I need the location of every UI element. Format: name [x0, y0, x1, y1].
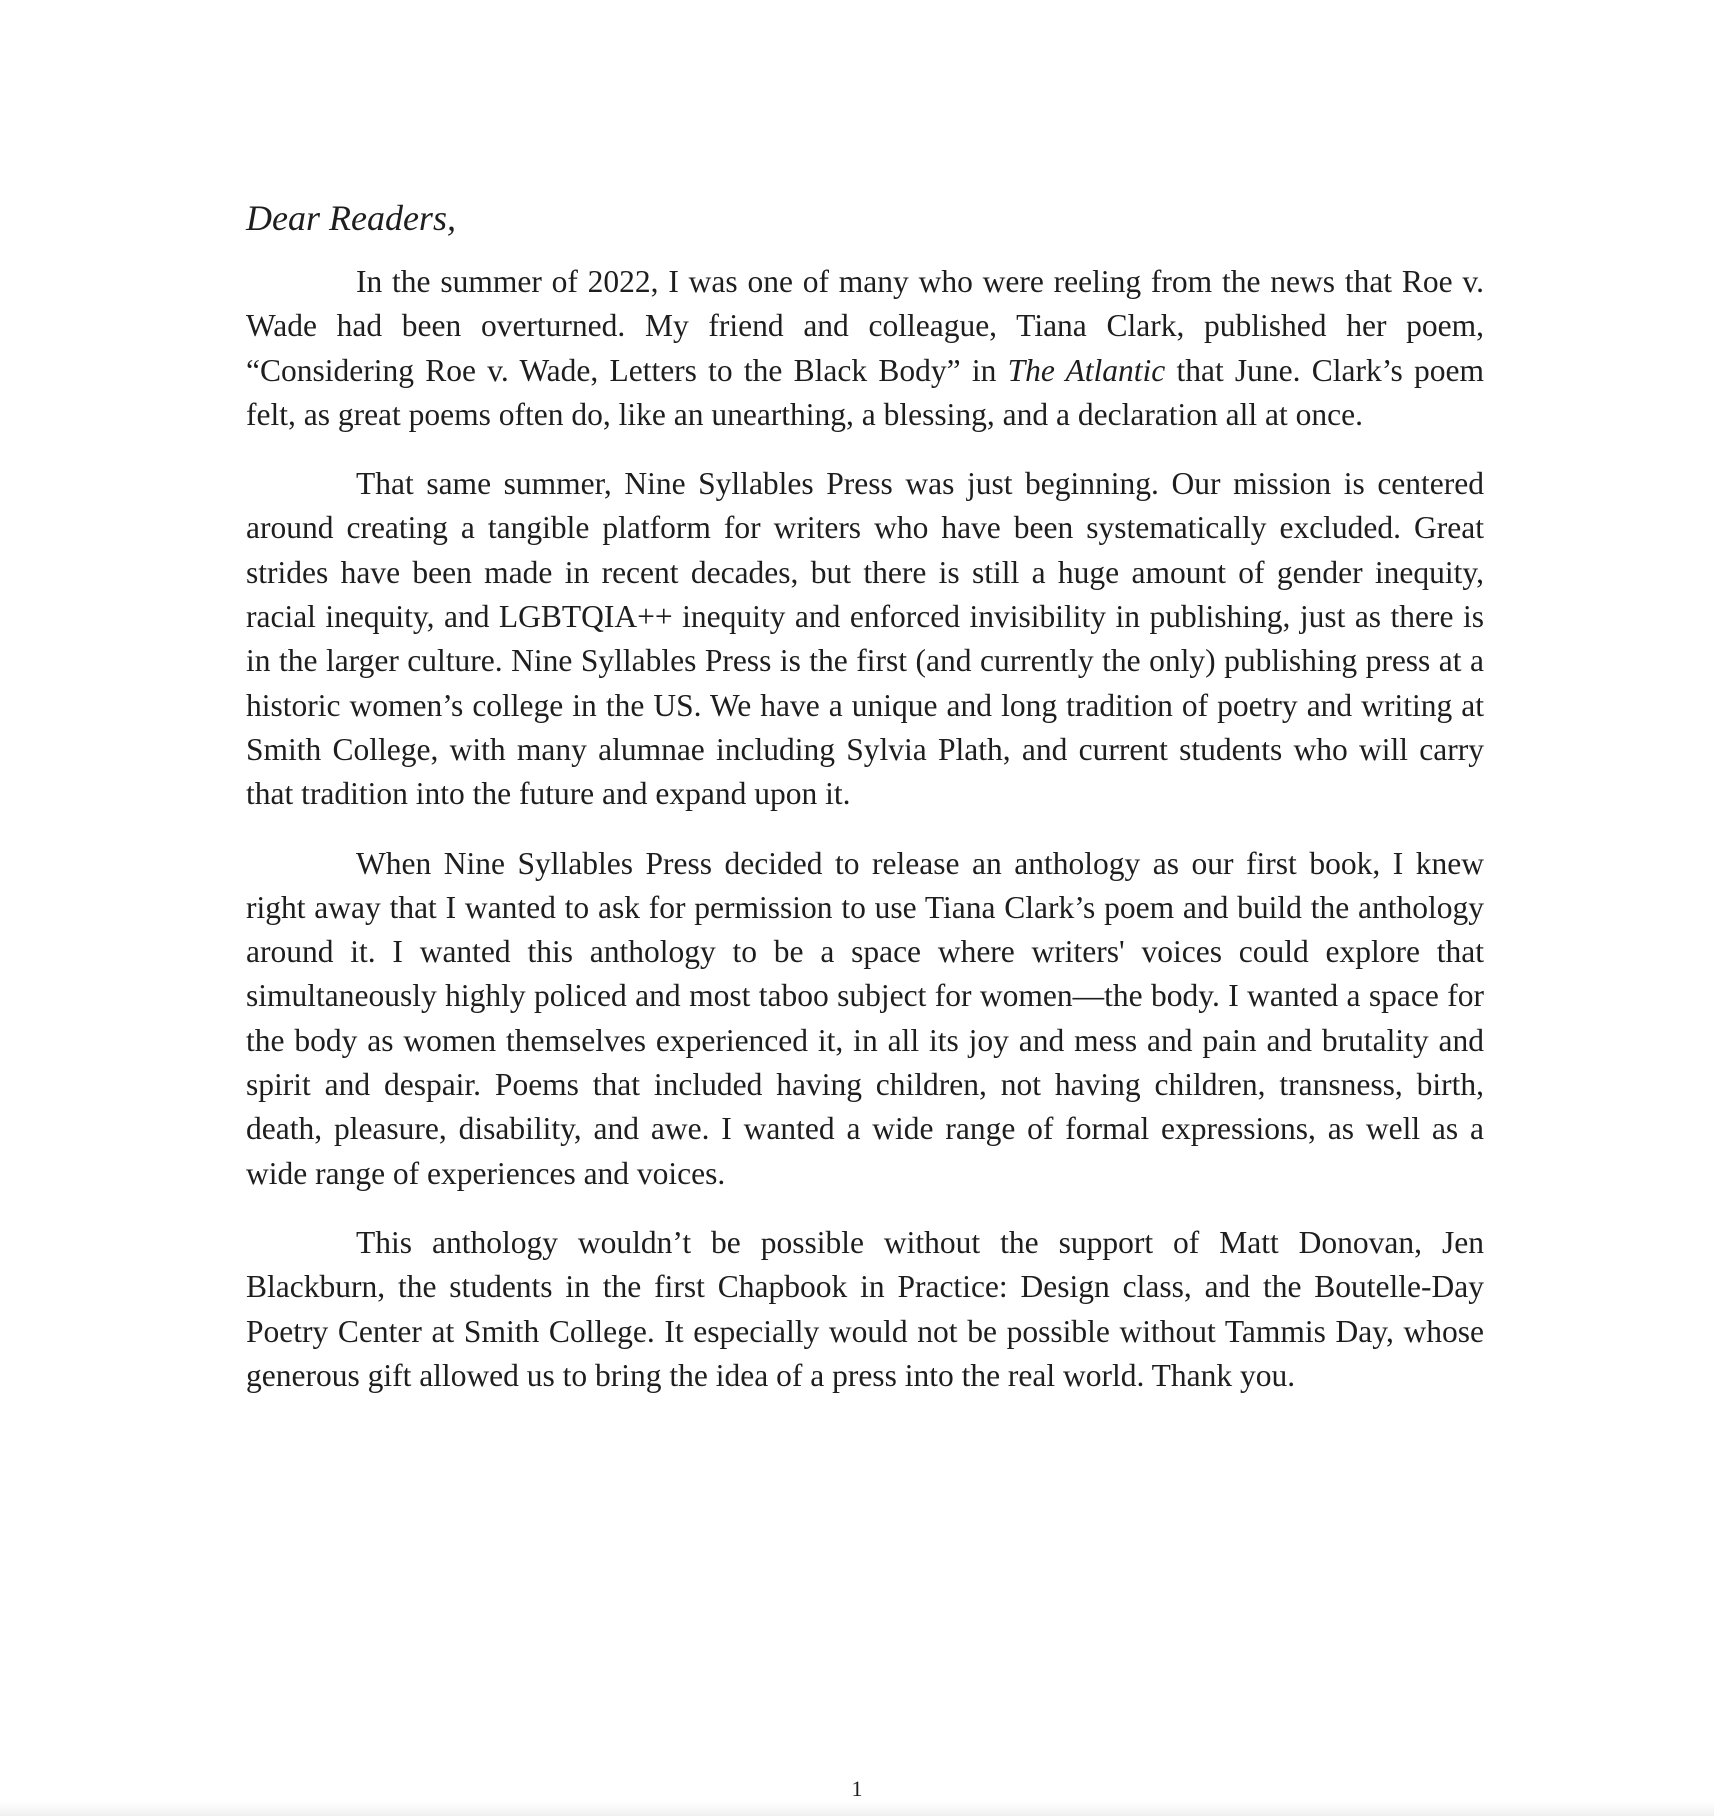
- paragraph-1-text: In the summer of 2022, I was one of many who were reeling from the news that Roe v. Wade had been overturned. My friend and colleague, Tiana Clark, published her poem, “Considering Roe v. Wade, Letters to the Black Body” in: [246, 264, 1484, 388]
- paragraph-1-text-end: that June. Clark’s poem felt, as great poems often do, like an unearthing, a blessing, and a declaration all at once.: [246, 352, 1484, 432]
- paragraph-1: [246, 260, 1484, 437]
- page-bottom-edge: [0, 1802, 1714, 1816]
- paragraph-4: This anthology wouldn’t be possible without the support of Matt Donovan, Jen Blackburn, the students in the first Chapbook in Practice: Design class, and the Boutelle-Day Poetry Center at Smith College. It especially would not be possible without Tammis Day, whose generous gift allowed us to bring the idea of a press into the real world. Thank you.: [246, 1224, 1484, 1393]
- letter-body: [246, 196, 1484, 1423]
- salutation: Dear Readers,: [246, 198, 456, 238]
- page-number: 1: [851, 1776, 863, 1801]
- paragraph-2: That same summer, Nine Syllables Press was just beginning. Our mission is centered around creating a tangible platform for writers who have been systematically excluded. Great strides have been made in recent decades, but there is still a huge amount of gender inequity, racial inequity, and LGBTQIA++ inequity and enforced invisibility in publishing, just as there is in the larger culture. Nine Syllables Press is the first (and currently the only) publishing press at a historic women’s college in the US. We have a unique and long tradition of poetry and writing at Smith College, with many alumnae including Sylvia Plath, and current students who will carry that tradition into the future and expand upon it.: [246, 466, 1484, 812]
- paragraph-3: When Nine Syllables Press decided to release an anthology as our first book, I knew right away that I wanted to ask for permission to use Tiana Clark’s poem and build the anthology around it. I wanted this anthology to be a space where writers' voices could explore that simultaneously highly policed and most taboo subject for women—the body. I wanted a space for the body as women themselves experienced it, in all its joy and mess and pain and brutality and spirit and despair. Poems that included having children, not having children, transness, birth, death, pleasure, disability, and awe. I wanted a wide range of formal expressions, as well as a wide range of experiences and voices.: [246, 845, 1484, 1191]
- publication-title: The Atlantic: [1007, 352, 1166, 388]
